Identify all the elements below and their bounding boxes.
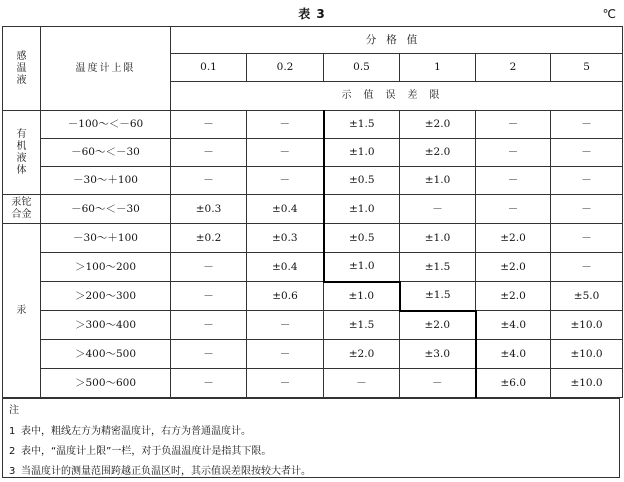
medium-label: 汞 bbox=[16, 304, 27, 316]
division-header-cell: 0.1 bbox=[171, 54, 247, 82]
value-cell: － bbox=[171, 340, 247, 369]
value-cell: ±1.5 bbox=[400, 282, 476, 311]
value-cell: － bbox=[551, 139, 623, 167]
value-cell: ±2.0 bbox=[400, 311, 476, 340]
value-cell: － bbox=[476, 195, 551, 224]
value-cell: － bbox=[247, 369, 324, 398]
note-text: 表中，“温度计上限”一栏，对于负温温度计是指其下限。 bbox=[21, 446, 272, 457]
value-cell: － bbox=[551, 253, 623, 282]
value-cell: ±4.0 bbox=[476, 311, 551, 340]
value-cell: － bbox=[247, 340, 324, 369]
value-cell: ±0.6 bbox=[247, 282, 324, 311]
table-row bbox=[3, 282, 623, 311]
limit-cell: －60～＜－30 bbox=[41, 195, 171, 224]
medium-cell bbox=[3, 224, 41, 398]
value-cell: ±10.0 bbox=[551, 340, 623, 369]
value-cell: ±2.0 bbox=[324, 340, 400, 369]
medium-label: 有机液体 bbox=[16, 128, 27, 176]
value-cell: ±0.5 bbox=[324, 224, 400, 253]
division-header-cell: 1 bbox=[400, 54, 476, 82]
header-limit: 温度计上限 bbox=[41, 27, 171, 111]
header-medium-label: 感温液 bbox=[16, 50, 27, 86]
value-cell: － bbox=[551, 167, 623, 195]
value-cell: － bbox=[400, 369, 476, 398]
medium-label: 汞铊合金 bbox=[11, 197, 32, 220]
value-cell: ±5.0 bbox=[551, 282, 623, 311]
value-cell: ±2.0 bbox=[476, 253, 551, 282]
value-cell: － bbox=[171, 111, 247, 139]
division-header-cell: 2 bbox=[476, 54, 551, 82]
value-cell: ±10.0 bbox=[551, 311, 623, 340]
value-cell: － bbox=[247, 311, 324, 340]
value-cell: ±1.0 bbox=[324, 139, 400, 167]
limit-cell: ＞400～500 bbox=[41, 340, 171, 369]
value-cell: ±1.0 bbox=[324, 195, 400, 224]
limit-cell: －30～＋100 bbox=[41, 224, 171, 253]
medium-cell bbox=[3, 111, 41, 195]
value-cell: ±2.0 bbox=[476, 224, 551, 253]
value-cell: － bbox=[171, 139, 247, 167]
value-cell: － bbox=[171, 282, 247, 311]
value-cell: ±10.0 bbox=[551, 369, 623, 398]
value-cell: － bbox=[551, 224, 623, 253]
table-row bbox=[3, 340, 623, 369]
value-cell: － bbox=[400, 195, 476, 224]
division-header-cell: 5 bbox=[551, 54, 623, 82]
note-text: 当温度计的测量范围跨越正负温区时，其示值误差限按较大者计。 bbox=[21, 466, 311, 477]
value-cell: － bbox=[247, 111, 324, 139]
note-number: 1 bbox=[9, 426, 16, 437]
value-cell: － bbox=[551, 111, 623, 139]
value-cell: ±0.2 bbox=[171, 224, 247, 253]
note-number: 2 bbox=[9, 446, 16, 457]
notes-heading: 注 bbox=[9, 405, 19, 416]
limit-cell: －30～＋100 bbox=[41, 167, 171, 195]
value-cell: ±4.0 bbox=[476, 340, 551, 369]
table-row bbox=[3, 311, 623, 340]
division-header-cell: 0.5 bbox=[324, 54, 400, 82]
table-row bbox=[3, 111, 623, 139]
header-division: 分格值 bbox=[171, 27, 623, 54]
value-cell: ±1.0 bbox=[324, 282, 400, 311]
value-cell: ±6.0 bbox=[476, 369, 551, 398]
table-row bbox=[3, 139, 623, 167]
value-cell: ±1.0 bbox=[400, 167, 476, 195]
value-cell: ±1.5 bbox=[324, 111, 400, 139]
limit-cell: ＞100～200 bbox=[41, 253, 171, 282]
value-cell: － bbox=[476, 111, 551, 139]
value-cell: ±1.0 bbox=[400, 224, 476, 253]
note-item bbox=[9, 462, 619, 482]
table-row bbox=[3, 167, 623, 195]
value-cell: ±1.5 bbox=[324, 311, 400, 340]
value-cell: ±2.0 bbox=[400, 111, 476, 139]
value-cell: － bbox=[171, 167, 247, 195]
notes-box bbox=[2, 398, 620, 478]
value-cell: － bbox=[247, 139, 324, 167]
limit-cell: －100～＜－60 bbox=[41, 111, 171, 139]
value-cell: ±0.4 bbox=[247, 195, 324, 224]
value-cell: － bbox=[476, 139, 551, 167]
value-cell: － bbox=[247, 167, 324, 195]
header-error-limit: 示值误差限 bbox=[171, 82, 623, 111]
value-cell: ±2.0 bbox=[476, 282, 551, 311]
value-cell: ±1.5 bbox=[400, 253, 476, 282]
value-cell: － bbox=[171, 369, 247, 398]
value-cell: ±0.5 bbox=[324, 167, 400, 195]
unit-label: ℃ bbox=[602, 7, 616, 21]
limit-cell: ＞200～300 bbox=[41, 282, 171, 311]
value-cell: － bbox=[171, 253, 247, 282]
value-cell: － bbox=[324, 369, 400, 398]
table-row bbox=[3, 369, 623, 398]
error-limit-table bbox=[2, 26, 623, 398]
note-number: 3 bbox=[9, 466, 16, 477]
value-cell: － bbox=[551, 195, 623, 224]
value-cell: － bbox=[476, 167, 551, 195]
value-cell: ±0.3 bbox=[247, 224, 324, 253]
limit-cell: ＞300～400 bbox=[41, 311, 171, 340]
value-cell: ±0.3 bbox=[171, 195, 247, 224]
value-cell: ±2.0 bbox=[400, 139, 476, 167]
value-cell: ±0.4 bbox=[247, 253, 324, 282]
table-row bbox=[3, 195, 623, 224]
note-item bbox=[9, 422, 619, 442]
division-header-cell: 0.2 bbox=[247, 54, 324, 82]
limit-cell: ＞500～600 bbox=[41, 369, 171, 398]
table-row bbox=[3, 253, 623, 282]
header-medium bbox=[3, 27, 41, 111]
note-item bbox=[9, 442, 619, 462]
value-cell: － bbox=[171, 311, 247, 340]
medium-cell bbox=[3, 195, 41, 224]
limit-cell: －60～＜－30 bbox=[41, 139, 171, 167]
value-cell: ±1.0 bbox=[324, 253, 400, 282]
note-text: 表中，粗线左方为精密温度计，右方为普通温度计。 bbox=[21, 426, 251, 437]
value-cell: ±3.0 bbox=[400, 340, 476, 369]
table-title: 表 3 bbox=[298, 7, 326, 21]
table-row bbox=[3, 224, 623, 253]
